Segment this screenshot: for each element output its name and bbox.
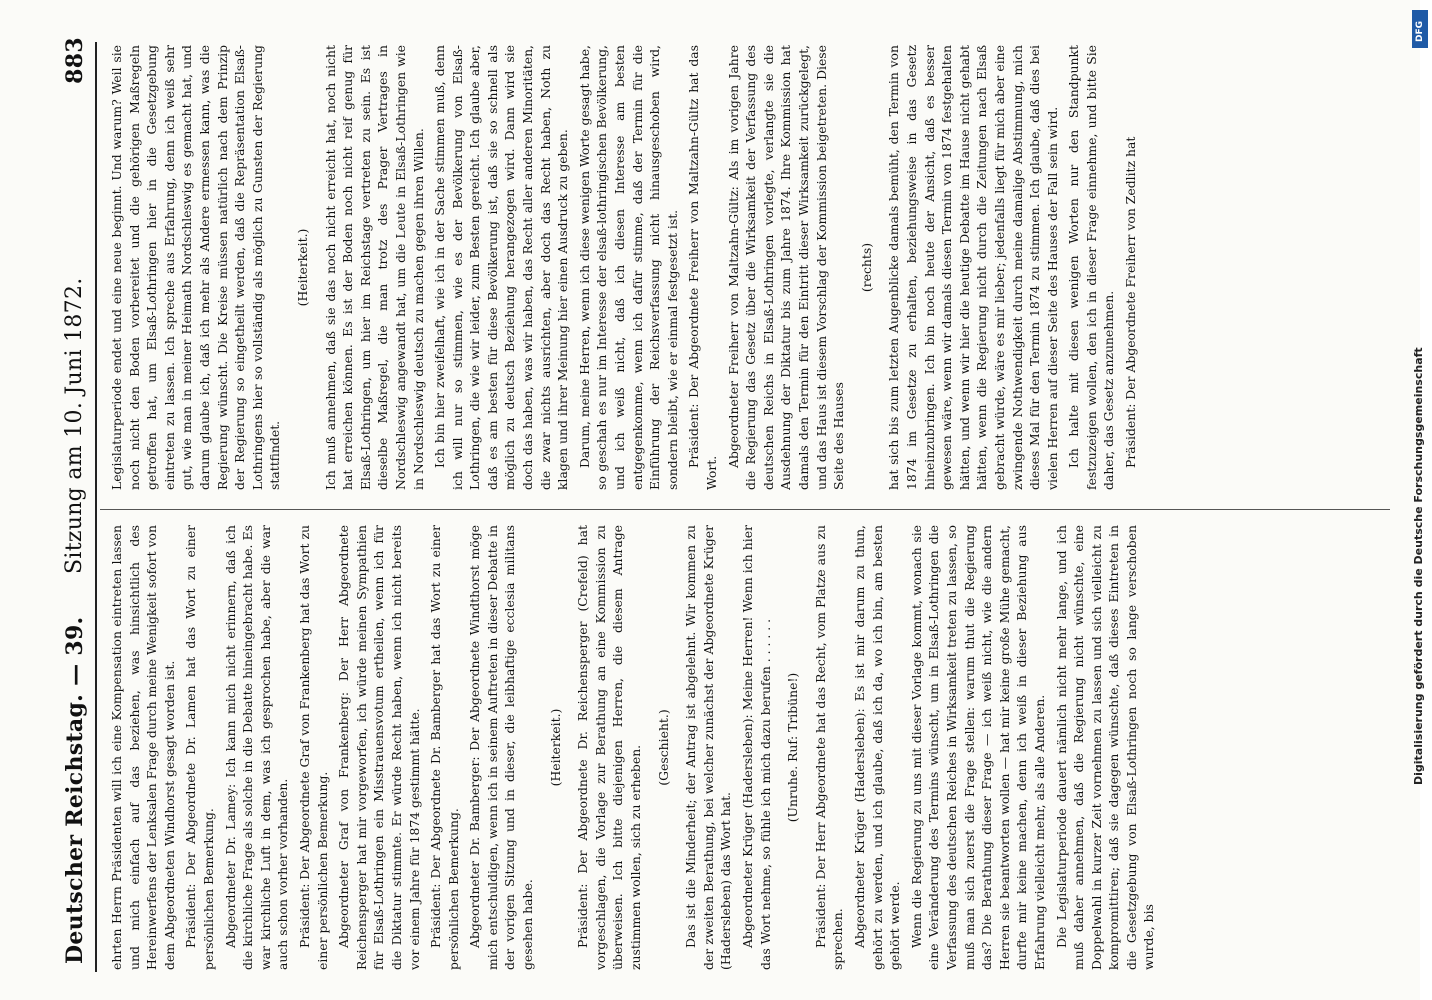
paragraph: ehrten Herrn Präsidenten will ich eine Kompensation eintreten lassen und mich einfach auf das beziehen, was hinsichtlich des Hereinwerfens der Lenksalen Frage durch meine Wenigkeit sofort von dem Abgeordneten Windhorst gesagt worden ist. — [109, 525, 177, 970]
paragraph: Ich halte mit diesen wenigen Worten nur den Standpunkt festzuzeigen wollen, den ich in dieser Frage einnehme, und bitte Sie daher, das Gesetz anzunehmen. — [1066, 45, 1117, 490]
page-number: 883 — [62, 37, 88, 84]
stage-direction: (Unruhe. Ruf: Tribüne!) — [785, 672, 801, 823]
right-column — [108, 45, 1393, 490]
paragraph: Präsident: Der Abgeordnete Dr. Lamen hat das Wort zu einer persönlichen Bemerkung. — [183, 525, 216, 970]
paragraph: Das ist die Minderheit; der Antrag ist abgelehnt. Wir kommen zu der zweiten Berathung, bei welcher zunächst der Abgeordnete Krüger (Hadersleben) das Wort hat. — [683, 525, 734, 970]
digitization-credit: Digitalisierung gefördert durch die Deutsche Forschungsgemeinschaft — [1412, 347, 1425, 785]
paragraph: Präsident: Der Abgeordnete Dr. Bamberger hat das Wort zu einer persönlichen Bemerkung. — [428, 525, 461, 970]
paragraph: Abgeordneter Freiherr von Maltzahn-Gültz: Als im vorigen Jahre die Regierung das Gesetz über die Wirksamkeit der Verfassung des deutschen Reichs in Elsaß-Lothringen vorlegte, verlangte sie die Ausdehnung der Diktatur bis zum Jahre 1874. Ihre Kommission hat damals den Termin für den Eintritt dieser Wirksamkeit zurückgelegt, und das Haus ist diesem Vorschlag der Kommission beigetreten. Diese Seite des Hauses — [725, 45, 847, 490]
paragraph: Abgeordneter Graf von Frankenberg: Der Herr Abgeordnete Reichensperger hat mir vorgeworfen, ich würde meinen Sympathien für Elsaß-Lothringen ein Misstrauensvotum ertheilen, wenn ich für die Diktatur stimmte. Er würde Recht haben, wenn ich nicht bereits vor einem Jahre für 1874 gestimmt hätte. — [336, 525, 422, 970]
paragraph: Wenn die Regierung zu uns mit dieser Vorlage kommt, wonach sie eine Veränderung des Termins wünscht, um in Elsaß-Lothringen die Verfassung des deutschen Reiches in Wirksamkeit treten zu lassen, so muß man sich zuerst die Frage stellen: warum thut die Regierung das? Die Berathung dieser Frage — ich weiß nicht, wie die andern Herren sie beantworten wollen — hat mir keine große Mühe gemacht, durfte mir keine machen, denn ich weiß in dieser Beziehung aus Erfahrung vielleicht mehr, als alle Anderen. — [908, 525, 1047, 970]
paragraph: Abgeordneter Dr. Lamey: Ich kann mich nicht erinnern, daß ich die kirchliche Frage als solche in die Debatte hineingebracht habe. Es war kirchliche Luft in dem, was ich gesprochen habe, aber die war auch schon vorher vorhanden. — [222, 525, 291, 970]
paragraph: Abgeordneter Krüger (Hadersleben): Es ist mir darum zu thun, gehört zu werden, und ich glaube, daß ich da, wo ich bin, am besten gehört werde. — [851, 525, 903, 970]
dfg-logo — [1412, 10, 1428, 48]
page-header — [58, 37, 98, 972]
paragraph: Legislaturperiode endet und eine neue beginnt. Und warum? Weil sie noch nicht den Boden vorbereitet und die gehörigen Maßregeln getroffen hat, um Elsaß-Lothringen hier in die Gesetzgebung eintreten zu lassen. Ich spreche aus Erfahrung, denn ich weiß sehr gut, wie man in meiner Heimath Nordschleswig es gemacht hat, und darum glaube ich, daß ich mehr als Andere ermessen kann, was die Regierung wünscht. Die Kreise müssen natürlich nach dem Prinzip der Regierung so eingetheilt werden, daß die Repräsentation Elsaß-Lothringens hier so vollständig als möglich zu Gunsten der Regierung stattfindet. — [109, 45, 283, 490]
paragraph: Präsident: Der Abgeordnete Freiherr von Maltzahn-Gültz hat das Wort. — [686, 45, 719, 490]
paragraph: Präsident: Der Herr Abgeordnete hat das Recht, vom Platze aus zu sprechen. — [812, 525, 846, 970]
header-center: Sitzung am 10. Juni 1872. — [62, 277, 87, 574]
paragraph: Abgeordneter Krüger (Hadersleben): Meine Herren! Wenn ich hier das Wort nehme, so fühle ich mich dazu berufen . . . . . . — [740, 525, 773, 970]
dfg-logo-text: DFG — [1415, 20, 1425, 42]
stage-direction: (rechts) — [858, 242, 874, 293]
paragraph: Ich bin hier zweifelhaft, wie ich in der Sache stimmen muß, denn ich will nur so stimmen, wie es der Bevölkerung von Elsaß-Lothringen, die wie wir leider, zum Besten gereicht. Ich glaube aber, daß es am besten für diese Bevölkerung ist, daß sie so schnell als möglich zu deutsch Beziehung herangezogen wird. Dann wird sie doch das haben, was wir haben, das Recht aller anderen Minoritäten, die zwar nichts ausrichten, aber doch das Recht haben, Noth zu klagen und ihrer Meinung hier einen Ausdruck zu geben. — [432, 45, 571, 490]
paragraph: Darum, meine Herren, wenn ich diese wenigen Worte gesagt habe, so geschah es nur im Interesse der elsaß-lothringischen Bevölkerung, und ich weiß nicht, daß ich diesen Interesse am besten entgegenkomme, wenn ich dafür stimme, daß der Termin für die Einführung der Reichsverfassung nicht hinausgeschoben wird, sondern bleibt, wie er einmal festgesetzt ist. — [576, 45, 680, 490]
paragraph: Abgeordneter Dr. Bamberger: Der Abgeordnete Windthorst möge mich entschuldigen, wenn ich in seinem Auftreten in dieser Debatte in der vorigen Sitzung und in dieser, die leibhaftige ecclesia militans gesehen habe. — [467, 525, 536, 970]
header-rule — [95, 42, 97, 972]
paragraph: Präsident: Der Abgeordnete Dr. Reichensperger (Crefeld) hat vorgeschlagen, die Vorlage zur Berathung an eine Kommission zu überweisen. Ich bitte diejenigen Herren, die diesem Antrage zustimmen wollen, sich zu erheben. — [575, 525, 644, 970]
stage-direction: (Geschieht.) — [655, 709, 671, 786]
stage-direction: (Heiterkeit.) — [547, 708, 563, 787]
digitization-sidebar — [1412, 10, 1428, 1000]
stage-direction: (Heiterkeit.) — [294, 228, 310, 307]
paragraph: hat sich bis zum letzten Augenblicke damals bemüht, den Termin von 1874 im Gesetze zu erhalten, beziehungsweise in das Gesetz hineinzubringen. Ich bin noch heute der Ansicht, daß es besser gewesen wäre, wenn wir damals diesen Termin von 1874 festgehalten hätten, und wenn wir hier die heutige Debatte im Hause nicht gehabt hätten, wenn die Regierung nicht durch die Zeitungen nach Elsaß gebracht würde, wäre es mir lieber; jedenfalls liegt für mich aber eine zwingende Nothwendigkeit durch meine damalige Abstimmung, mich dieses Mal für den Termin 1874 zu stimmen. Ich glaube, daß dies bei vielen Herren auf dieser Seite des Hauses der Fall sein wird. — [886, 45, 1060, 490]
paragraph: Die Legislaturperiode dauert nämlich nicht mehr lange, und ich muß daher annehmen, daß die Regierung nicht wünschte, eine Doppelwahl in kurzer Zeit vornehmen zu lassen und sich vielleicht zu kompromittiren; daß sie dagegen wünschte, daß dieses Eintreten in die Gesetzgebung von Elsaß-Lothringen noch so lange verschoben wurde, bis — [1053, 525, 1157, 970]
paragraph: Ich muß annehmen, daß sie das noch nicht erreicht hat, noch nicht hat erreichen können. Es ist der Boden noch nicht reif genug für Elsaß-Lothringen, um hier im Reichstage vertreten zu sein. Es ist dieselbe Maßregel, die man trotz des Prager Vertrages in Nordschleswig angewandt hat, um die Leute in Elsaß-Lothringen wie in Nordschleswig deutsch zu machen gegen ihren Willen. — [322, 45, 426, 490]
header-left: Deutscher Reichstag. — 39. — [62, 616, 88, 964]
paragraph: Präsident: Der Abgeordnete Freiherr von Zedlitz hat — [1123, 136, 1139, 468]
paragraph: Präsident: Der Abgeordnete Graf von Frankenberg hat das Wort zu einer persönlichen Bemerkung. — [296, 525, 330, 970]
column-divider — [100, 509, 1390, 510]
left-column — [108, 525, 1393, 970]
